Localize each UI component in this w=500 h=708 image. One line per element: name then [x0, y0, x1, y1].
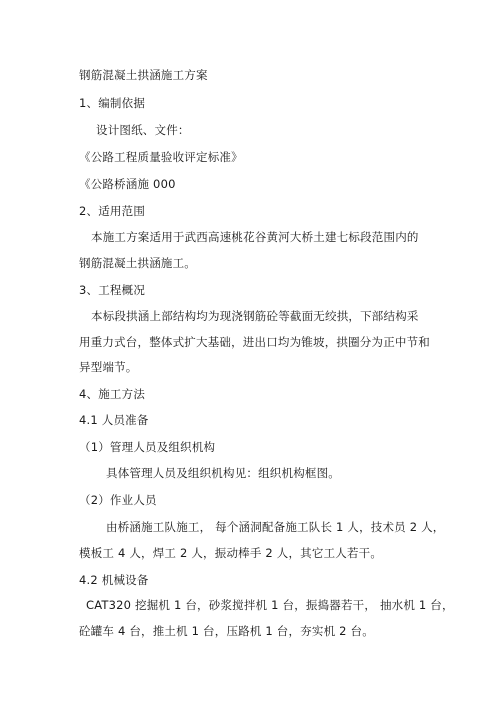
paragraph-line: 钢筋混凝土拱涵施工。 — [79, 256, 196, 270]
item-label: （2）作业人员 — [79, 493, 157, 507]
paragraph-line: 设计图纸、文件： — [96, 123, 190, 137]
paragraph-line: 模板工 4 人，焊工 2 人，振动棒手 2 人，其它工人若干。 — [79, 546, 383, 560]
paragraph-line: 砼罐车 4 台，推土机 1 台，压路机 1 台，夯实机 2 台。 — [79, 624, 374, 638]
paragraph-line: 《公路桥涵施 000 — [79, 177, 176, 191]
paragraph-line: 具体管理人员及组织机构见：组织机构框图。 — [106, 466, 340, 480]
section-heading: 4、施工方法 — [79, 387, 146, 401]
paragraph-line: 《公路工程质量验收评定标准》 — [79, 150, 243, 164]
subsection-heading: 4.2 机械设备 — [79, 573, 149, 587]
document-title: 钢筋混凝土拱涵施工方案 — [79, 68, 208, 82]
paragraph-line: 本施工方案适用于武西高速桃花谷黄河大桥土建七标段范围内的 — [91, 230, 419, 244]
paragraph-line: 由桥涵施工队施工， 每个涵洞配备施工队长 1 人，技术员 2 人， — [106, 520, 445, 534]
section-heading: 1、编制依据 — [79, 96, 146, 110]
paragraph-line: 用重力式台，整体式扩大基础，进出口均为锥坡，拱圈分为正中节和 — [79, 335, 430, 349]
paragraph-line: 异型端节。 — [79, 360, 138, 374]
paragraph-line: CAT320 挖掘机 1 台，砂浆搅拌机 1 台，振捣器若干， 抽水机 1 台， — [86, 598, 454, 612]
paragraph-line: 本标段拱涵上部结构均为现浇钢筋砼等截面无绞拱，下部结构采 — [91, 309, 419, 323]
section-heading: 2、适用范围 — [79, 204, 146, 218]
subsection-heading: 4.1 人员准备 — [79, 413, 149, 427]
section-heading: 3、工程概况 — [79, 283, 146, 297]
item-label: （1）管理人员及组织机构 — [79, 440, 216, 454]
